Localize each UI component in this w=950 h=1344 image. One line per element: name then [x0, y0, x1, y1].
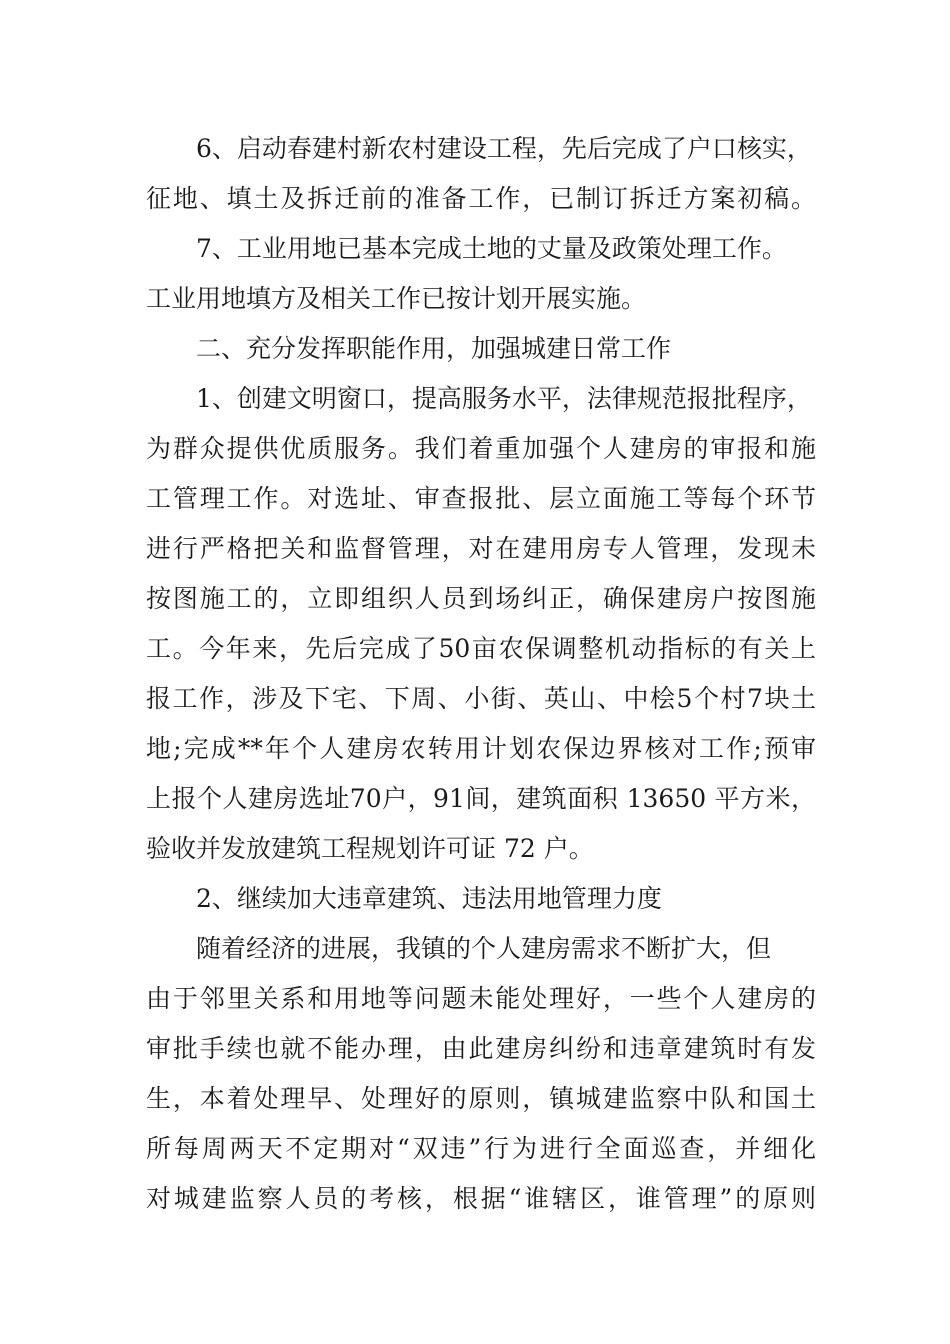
paragraph-line: 进行严格把关和监督管理，对在建用房专人管理，发现未	[146, 534, 816, 563]
paragraph-line: 所每周两天不定期对“双违”行为进行全面巡查，并细化	[146, 1134, 816, 1163]
paragraph-line: 验收并发放建筑工程规划许可证 72 户。	[146, 834, 594, 863]
paragraph-line: 6、启动春建村新农村建设工程，先后完成了户口核实，	[196, 134, 812, 163]
paragraph-line: 报工作，涉及下宅、下周、小街、英山、中桧5个村7块土	[146, 684, 816, 713]
paragraph-line: 按图施工的，立即组织人员到场纠正，确保建房户按图施	[146, 584, 816, 613]
paragraph-line: 审批手续也就不能办理，由此建房纠纷和违章建筑时有发	[146, 1034, 816, 1063]
paragraph-line: 工管理工作。对选址、审查报批、层立面施工等每个环节	[146, 484, 816, 513]
paragraph-line: 1、创建文明窗口，提高服务水平，法律规范报批程序，	[196, 384, 812, 413]
paragraph-line: 随着经济的进展，我镇的个人建房需求不断扩大，但	[196, 934, 772, 963]
paragraph-line: 地;完成**年个人建房农转用计划农保边界核对工作;预审	[146, 734, 816, 763]
section-heading: 二、充分发挥职能作用，加强城建日常工作	[196, 334, 672, 363]
paragraph-line: 工业用地填方及相关工作已按计划开展实施。	[146, 284, 647, 313]
paragraph-line: 由于邻里关系和用地等问题未能处理好，一些个人建房的	[146, 984, 816, 1013]
paragraph-line: 上报个人建房选址70户，91间，建筑面积 13650 平方米，	[146, 784, 816, 813]
paragraph-line: 征地、填土及拆迁前的准备工作，已制订拆迁方案初稿。	[146, 184, 816, 213]
paragraph-line: 工。今年来，先后完成了50亩农保调整机动指标的有关上	[146, 634, 816, 663]
document-body	[146, 124, 816, 1224]
paragraph-line: 对城建监察人员的考核，根据“谁辖区，谁管理”的原则	[146, 1184, 816, 1213]
paragraph-line: 为群众提供优质服务。我们着重加强个人建房的审报和施	[146, 434, 816, 463]
section-subheading: 2、继续加大违章建筑、违法用地管理力度	[196, 884, 662, 913]
paragraph-line: 7、工业用地已基本完成土地的丈量及政策处理工作。	[196, 234, 787, 263]
paragraph-line: 生，本着处理早、处理好的原则，镇城建监察中队和国土	[146, 1084, 816, 1113]
